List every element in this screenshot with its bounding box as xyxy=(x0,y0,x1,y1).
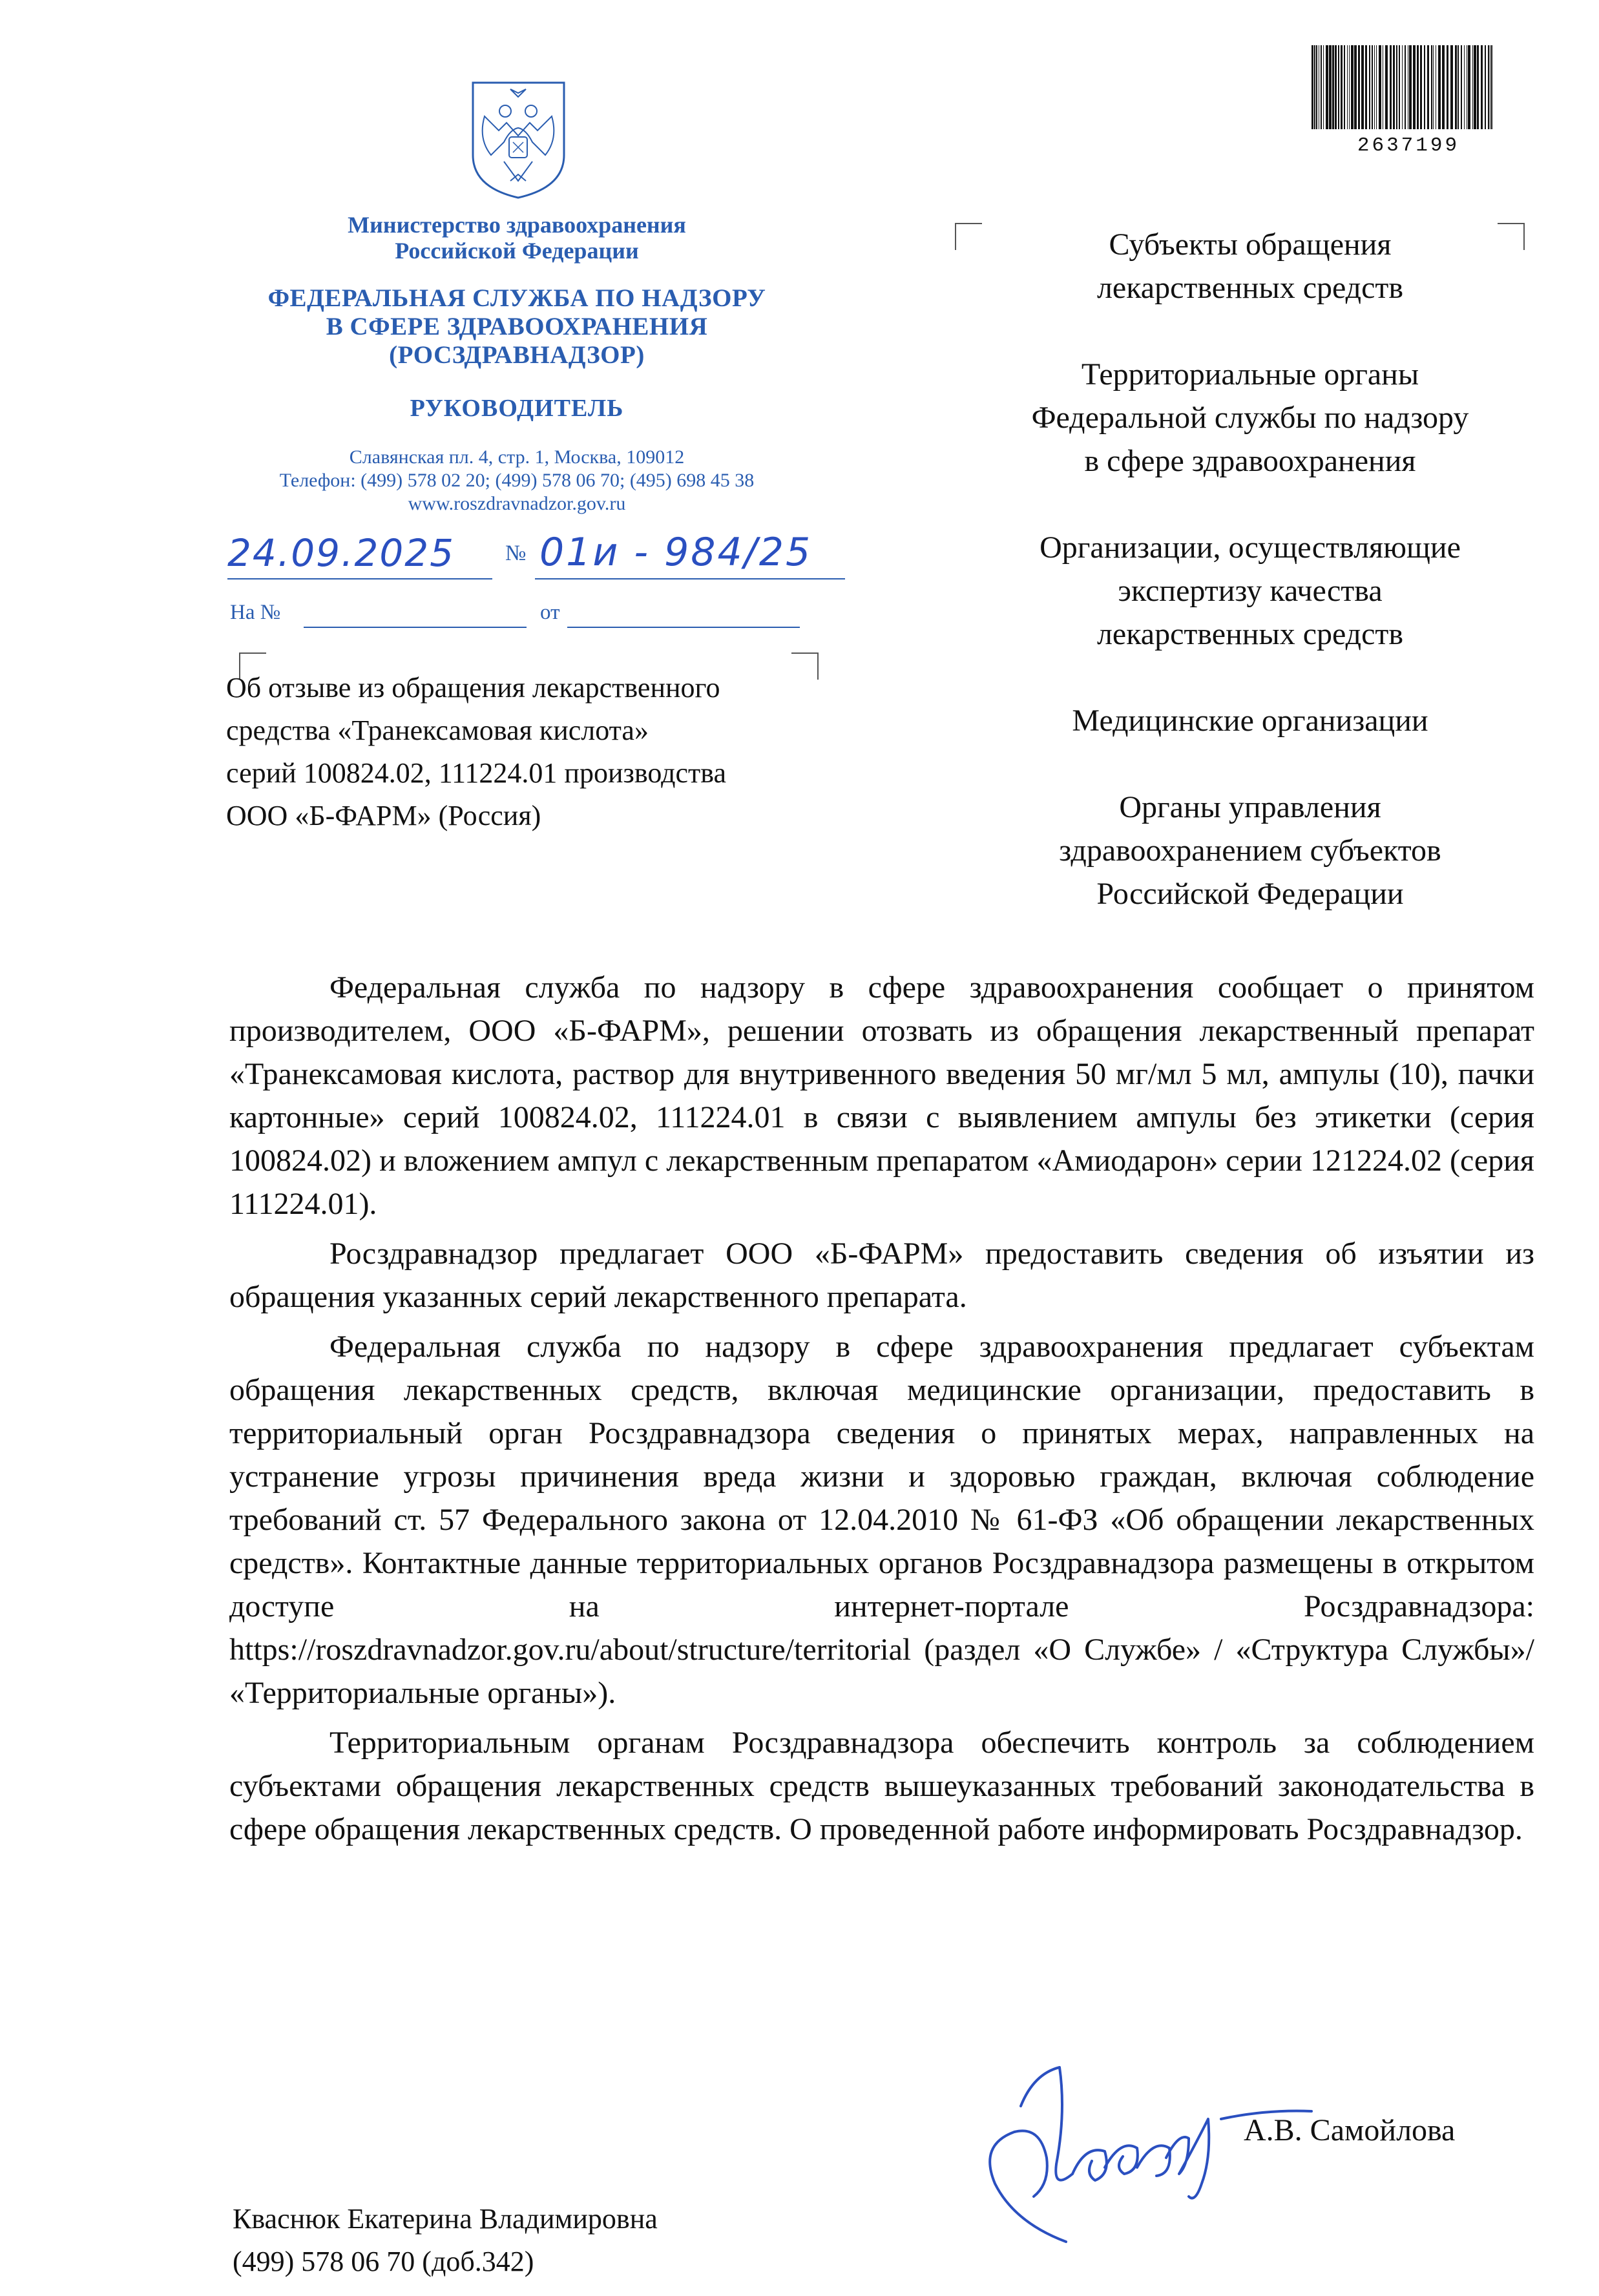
letterhead-address: Славянская пл. 4, стр. 1, Москва, 109012 xyxy=(349,446,685,468)
barcode-bar xyxy=(1344,45,1345,129)
registration-number: 01и - 984/25 xyxy=(539,530,813,575)
barcode-bar xyxy=(1361,45,1364,129)
barcode-bar xyxy=(1488,45,1489,129)
barcode-bar xyxy=(1372,45,1373,129)
executor-phone: (499) 578 06 70 (доб.342) xyxy=(233,2246,534,2277)
barcode-bar xyxy=(1323,45,1324,129)
barcode-bar xyxy=(1464,45,1465,129)
body-paragraph-3: Федеральная служба по надзору в сфере здравоохранения предлагает субъектам обращения лекарственных средств, включая медицинские организации, предоставить в территориальный орган Росздравнадзора сведения о принятых мерах, направленных на устранение угрозы причинения вреда жизни и здоровью граждан, включая соблюдение требований ст. 57 Федерального закона от 12.04.2010 № 61-ФЗ «Об обращении лекарственных средств». Контактные данные территориальных органов Росздравнадзора размещены в открытом доступе на интернет-портале Росздравнадзора: https://roszdravnadzor.gov.ru/about/structure/territorial (раздел «О Службе» / «Структура Службы»/ «Территориальные органы»). xyxy=(229,1330,1534,1710)
barcode-bar xyxy=(1351,45,1353,129)
addressee-line: лекарственных средств xyxy=(1096,617,1404,651)
addressee-line: Субъекты обращения xyxy=(1109,227,1392,262)
service-name xyxy=(213,284,820,370)
registration-date: 24.09.2025 xyxy=(227,531,455,575)
barcode-number: 2637199 xyxy=(1357,134,1460,157)
service-line-2: В СФЕРЕ ЗДРАВООХРАНЕНИЯ xyxy=(326,313,708,340)
addressee-group xyxy=(969,526,1531,656)
barcode-bar xyxy=(1376,45,1377,129)
barcode-bar xyxy=(1474,45,1476,129)
addressee-group xyxy=(969,223,1531,309)
barcode-bar xyxy=(1481,45,1483,129)
ministry-line-1: Министерство здравоохранения xyxy=(348,212,686,238)
barcode-bar xyxy=(1447,45,1448,129)
barcode-bar xyxy=(1338,45,1339,129)
service-line-1: ФЕДЕРАЛЬНАЯ СЛУЖБА ПО НАДЗОРУ xyxy=(267,284,766,312)
barcode-bar xyxy=(1433,45,1434,129)
barcode-bar xyxy=(1427,45,1429,129)
barcode-bar xyxy=(1365,45,1367,129)
addressee-block xyxy=(969,223,1531,959)
addressee-line: Территориальные органы xyxy=(1081,357,1419,391)
addressee-line: лекарственных средств xyxy=(1096,271,1404,305)
barcode-bar xyxy=(1402,45,1403,129)
barcode-bar xyxy=(1468,45,1470,129)
executor-name: Кваснюк Екатерина Владимировна xyxy=(233,2203,658,2235)
barcode-bar xyxy=(1335,45,1337,129)
subject-line-2: средства «Транексамовая кислота» xyxy=(226,715,649,746)
barcode-bar xyxy=(1417,45,1419,129)
barcode-bar xyxy=(1312,45,1313,129)
registration-date-underline xyxy=(227,578,492,579)
barcode-bar xyxy=(1409,45,1412,129)
barcode-bar xyxy=(1390,45,1392,129)
body-paragraph-4: Территориальным органам Росздравнадзора обеспечить контроль за соблюдением субъектами обращения лекарственных средств вышеуказанных требований законодательства в сфере обращения лекарственных средств. О проведенной работе информировать Росздравнадзор. xyxy=(229,1726,1534,1846)
barcode-bar xyxy=(1399,45,1400,129)
barcode-bar xyxy=(1461,45,1462,129)
barcode-bar xyxy=(1491,45,1492,129)
barcode-bar xyxy=(1455,45,1457,129)
letterhead-contacts xyxy=(213,446,820,516)
executor-block xyxy=(233,2198,658,2283)
service-line-3: (РОСЗДРАВНАДЗОР) xyxy=(389,341,645,369)
body-paragraph-1: Федеральная служба по надзору в сфере здравоохранения сообщает о принятом производителем, ООО «Б-ФАРМ», решении отозвать из обращения лекарственный препарат «Транексамовая кислота, раствор для внутривенного введения 50 мг/мл 5 мл, ампулы (10), пачки картонные» серий 100824.02, 111224.01 в связи с выявлением ампулы без этикетки (серия 100824.02) и вложением ампул с лекарственным препаратом «Амиодарон» серии 121224.02 (серия 111224.01). xyxy=(229,970,1534,1221)
addressee-line: Медицинские организации xyxy=(1072,704,1428,738)
barcode-bar xyxy=(1458,45,1459,129)
barcode-bar xyxy=(1442,45,1445,129)
addressee-line: Российской Федерации xyxy=(1096,877,1404,911)
addressee-line: Органы управления xyxy=(1119,790,1381,824)
body-paragraph-2: Росздравнадзор предлагает ООО «Б-ФАРМ» предоставить сведения об изъятии из обращения указанных серий лекарственного препарата. xyxy=(229,1237,1534,1314)
subject-line-3: серий 100824.02, 111224.01 производства xyxy=(226,757,726,789)
addressee-group xyxy=(969,353,1531,483)
barcode-bar xyxy=(1385,45,1388,129)
barcode-bar xyxy=(1321,45,1322,129)
barcode-bar xyxy=(1369,45,1370,129)
barcode-image xyxy=(1312,45,1496,142)
barcode-bar xyxy=(1413,45,1416,129)
addressee-group xyxy=(969,699,1531,742)
barcode-bar xyxy=(1349,45,1350,129)
reference-number-label: На № xyxy=(230,601,281,624)
subject-line-1: Об отзыве из обращения лекарственного xyxy=(226,672,720,704)
addressee-line: в сфере здравоохранения xyxy=(1084,444,1416,478)
barcode-bar xyxy=(1354,45,1357,129)
barcode-bar xyxy=(1379,45,1381,129)
letterhead-website: www.roszdravnadzor.gov.ru xyxy=(408,493,626,514)
barcode-bar xyxy=(1472,45,1473,129)
coat-of-arms-icon xyxy=(465,78,572,200)
signer-name: А.В. Самойлова xyxy=(1244,2113,1456,2147)
barcode-bar xyxy=(1341,45,1343,129)
barcode-bar xyxy=(1326,45,1328,129)
letterhead-phone: Телефон: (499) 578 02 20; (499) 578 06 70; (495) 698 45 38 xyxy=(279,470,755,491)
registration-number-underline xyxy=(535,578,845,579)
letter-subject xyxy=(226,667,820,837)
barcode-bar xyxy=(1314,45,1315,129)
barcode-bar xyxy=(1393,45,1395,129)
addressee-line: Организации, осуществляющие xyxy=(1040,530,1461,565)
barcode-bar xyxy=(1332,45,1334,129)
registration-number-label: № xyxy=(505,541,527,565)
letterhead-head-title: РУКОВОДИТЕЛЬ xyxy=(410,395,624,422)
ministry-name xyxy=(233,212,801,264)
reference-date-label: от xyxy=(540,601,560,624)
addressee-line: экспертизу качества xyxy=(1118,574,1383,608)
barcode-bar xyxy=(1329,45,1332,129)
barcode-bar xyxy=(1374,45,1375,129)
barcode-bar xyxy=(1316,45,1317,129)
barcode-bar xyxy=(1396,45,1397,129)
barcode-bar xyxy=(1420,45,1422,129)
addressee-group xyxy=(969,786,1531,915)
barcode-bar xyxy=(1485,45,1486,129)
barcode-bar xyxy=(1477,45,1479,129)
addressee-line: здравоохранением субъектов xyxy=(1059,833,1441,868)
barcode-bar xyxy=(1438,45,1441,129)
barcode-bar xyxy=(1358,45,1360,129)
barcode-bar xyxy=(1431,45,1432,129)
letter-body xyxy=(229,966,1534,1857)
barcode-bar xyxy=(1450,45,1453,129)
barcode-bar xyxy=(1405,45,1406,129)
addressee-line: Федеральной службы по надзору xyxy=(1031,401,1469,435)
barcode-bar xyxy=(1424,45,1425,129)
reference-date-underline xyxy=(567,627,800,628)
subject-line-4: ООО «Б-ФАРМ» (Россия) xyxy=(226,800,541,831)
barcode-bar xyxy=(1347,45,1348,129)
ministry-line-2: Российской Федерации xyxy=(395,238,639,264)
reference-number-underline xyxy=(304,627,527,628)
